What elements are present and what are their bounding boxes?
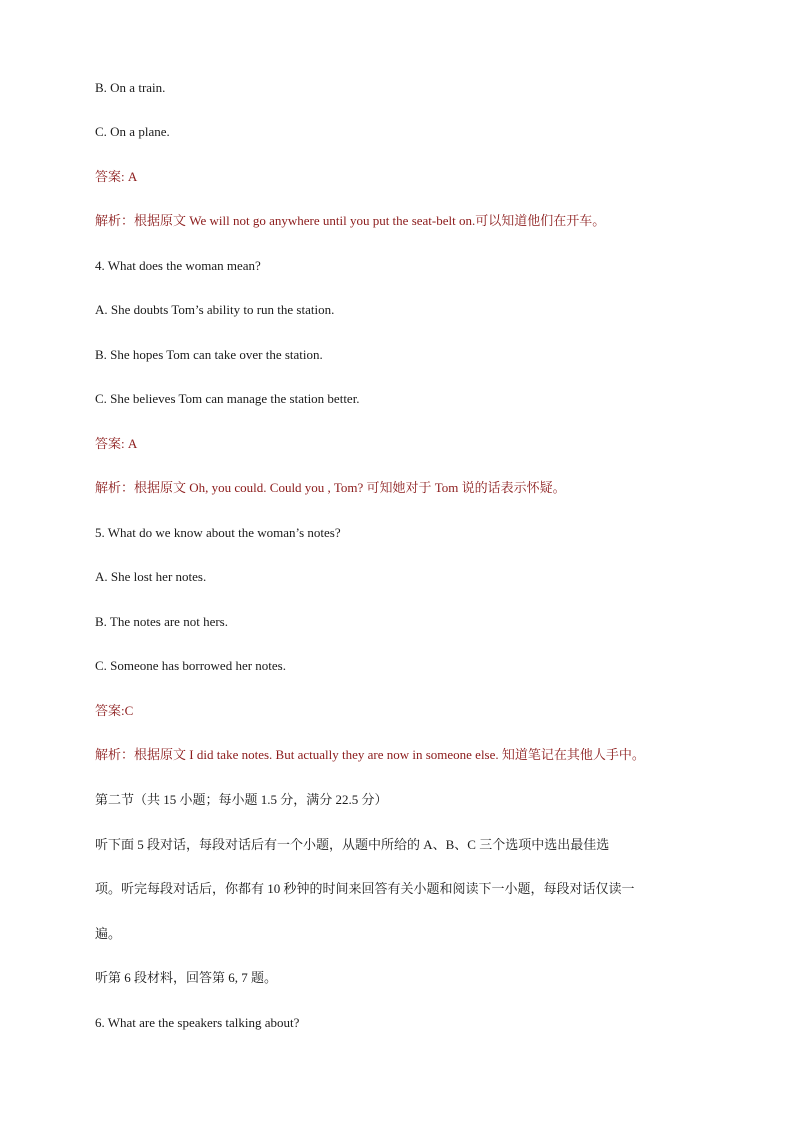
- q4-option-b: B. She hopes Tom can take over the station.: [95, 347, 323, 362]
- q4-answer: 答案: A: [95, 436, 138, 451]
- q3-option-b: B. On a train.: [95, 80, 166, 95]
- q3-answer: 答案: A: [95, 169, 138, 184]
- q4-option-c: C. She believes Tom can manage the station better.: [95, 391, 360, 406]
- instructions-line-1: 听下面 5 段对话，每段对话后有一个小题，从题中所给的 A、B、C 三个选项中选出最佳选: [95, 837, 610, 852]
- q5-analysis: 解析：根据原文 I did take notes. But actually they are now in someone else. 知道笔记在其他人手中。: [95, 747, 645, 762]
- q5-option-a: A. She lost her notes.: [95, 569, 207, 584]
- q5-option-c: C. Someone has borrowed her notes.: [95, 658, 286, 673]
- q3-option-c: C. On a plane.: [95, 124, 170, 139]
- q5-answer: 答案:C: [95, 703, 134, 718]
- material-6-heading: 听第 6 段材料，回答第 6, 7 题。: [95, 970, 278, 985]
- q5-question: 5. What do we know about the woman’s notes?: [95, 525, 341, 540]
- q6-question: 6. What are the speakers talking about?: [95, 1015, 300, 1030]
- q4-option-a: A. She doubts Tom’s ability to run the station.: [95, 302, 335, 317]
- q5-option-b: B. The notes are not hers.: [95, 614, 228, 629]
- instructions-line-2: 项。听完每段对话后，你都有 10 秒钟的时间来回答有关小题和阅读下一小题，每段对话仅读一: [95, 881, 635, 896]
- instructions-line-3: 遍。: [95, 926, 122, 941]
- q4-question: 4. What does the woman mean?: [95, 258, 261, 273]
- q3-analysis: 解析：根据原文 We will not go anywhere until you put the seat-belt on.可以知道他们在开车。: [95, 213, 606, 228]
- section2-title: 第二节（共 15 小题；每小题 1.5 分，满分 22.5 分）: [95, 792, 388, 807]
- q4-analysis: 解析：根据原文 Oh, you could. Could you , Tom? 可知她对于 Tom 说的话表示怀疑。: [95, 480, 566, 495]
